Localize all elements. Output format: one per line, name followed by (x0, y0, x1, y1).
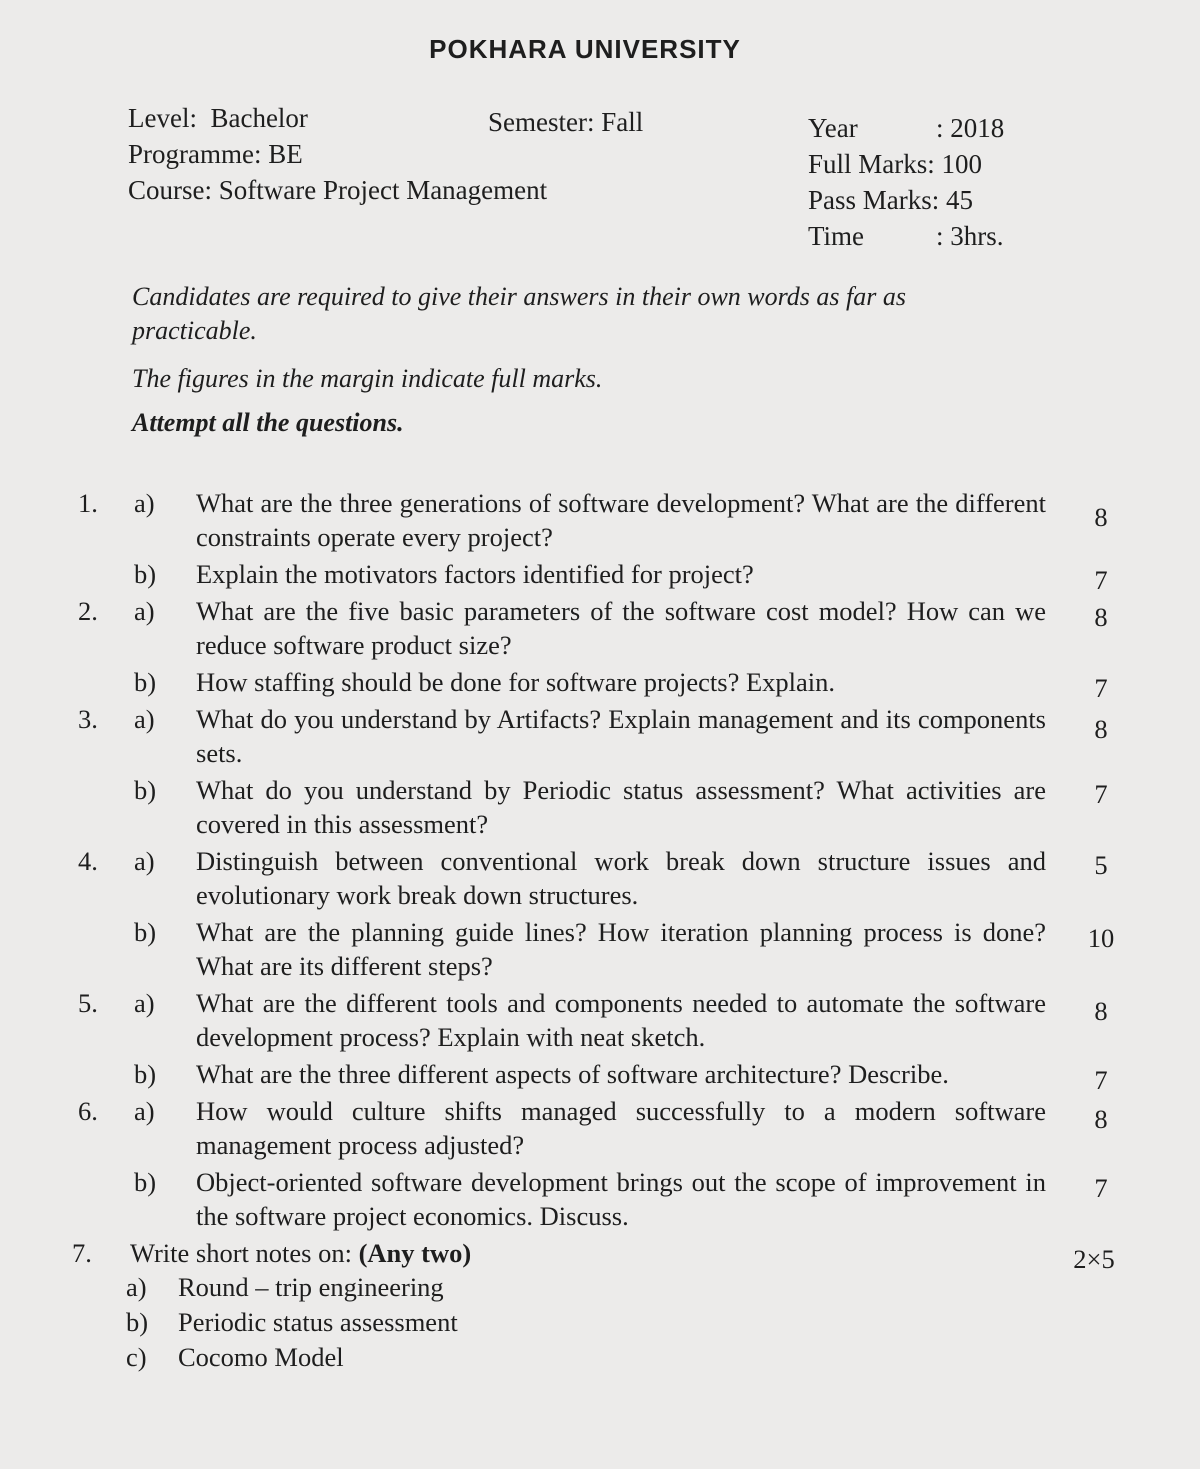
instruction-line: Attempt all the questions. (132, 408, 404, 437)
question-part: b) (134, 775, 157, 805)
note-text: Cocomo Model (178, 1342, 344, 1372)
question-item (0, 702, 1200, 770)
question-marks: 8 (1094, 602, 1108, 632)
exam-info-middle (488, 104, 643, 140)
question-part: a) (134, 1096, 155, 1126)
question-item (0, 557, 1200, 595)
question-part: b) (134, 1167, 157, 1197)
question-text: What do you understand by Artifacts? Explain management and its components sets. (196, 704, 1046, 768)
question-marks: 8 (1094, 502, 1108, 532)
list-item (126, 1305, 1200, 1340)
programme-label: Programme: (128, 139, 262, 169)
question-text: What are the three different aspects of software architecture? Describe. (196, 1059, 949, 1089)
question-marks: 10 (1087, 923, 1115, 953)
question-part: b) (134, 1059, 157, 1089)
university-title: POKHARA UNIVERSITY (429, 34, 741, 64)
exam-info-left (128, 100, 547, 208)
question-part: a) (134, 488, 155, 518)
semester-label: Semester: (488, 107, 595, 137)
full-marks-value: 100 (941, 149, 983, 179)
question-text: Object-oriented software development brings out the scope of improvement in the software project economics. Discuss. (196, 1167, 1046, 1231)
question-item (0, 594, 1200, 662)
note-text: Round – trip engineering (178, 1272, 444, 1302)
question-item (0, 1165, 1200, 1233)
level-label: Level: (128, 103, 197, 133)
question-part: b) (134, 917, 157, 947)
question-emphasis: (Any two) (358, 1238, 472, 1268)
question-part: a) (134, 846, 155, 876)
level-value: Bachelor (210, 103, 308, 133)
question-item (0, 986, 1200, 1054)
course-value: Software Project Management (218, 175, 548, 205)
list-item (126, 1270, 1200, 1305)
question-text: What do you understand by Periodic status assessment? What activities are covered in this assessment? (196, 775, 1046, 839)
question-part: a) (134, 596, 155, 626)
question-marks: 5 (1094, 850, 1108, 880)
question-marks: 8 (1094, 996, 1108, 1026)
short-notes-list (126, 1270, 1200, 1375)
question-item (0, 773, 1200, 841)
question-marks: 7 (1094, 565, 1108, 595)
question-part: a) (134, 704, 155, 734)
question-item (0, 665, 1200, 703)
question-item (0, 1057, 1200, 1095)
time-value: : 3hrs. (936, 221, 1004, 251)
instruction-line: Candidates are required to give their answers in their own words as far as practicable. (132, 282, 906, 345)
instruction-line: The figures in the margin indicate full marks. (132, 364, 603, 393)
question-item (0, 1236, 1200, 1375)
list-item (126, 1340, 1200, 1375)
question-marks: 8 (1094, 714, 1108, 744)
note-label: c) (126, 1342, 147, 1372)
question-part: a) (134, 988, 155, 1018)
question-part: b) (134, 559, 157, 589)
question-text: Explain the motivators factors identified for project? (196, 559, 754, 589)
programme-value: BE (268, 139, 303, 169)
question-marks: 7 (1094, 1173, 1108, 1203)
question-number: 6. (78, 1096, 98, 1126)
question-number: 7. (72, 1238, 92, 1268)
question-number: 2. (78, 596, 98, 626)
year-value: : 2018 (936, 113, 1005, 143)
question-text: What are the five basic parameters of the software cost model? How can we reduce software product size? (196, 596, 1046, 660)
question-text: How would culture shifts managed successfully to a modern software management process adjusted? (196, 1096, 1046, 1160)
question-marks: 7 (1094, 673, 1108, 703)
question-item (0, 1094, 1200, 1162)
time-label: Time (808, 221, 865, 251)
question-text: What are the different tools and components needed to automate the software development process? Explain with neat sketch. (196, 988, 1046, 1052)
question-number: 5. (78, 988, 98, 1018)
question-text: What are the planning guide lines? How iteration planning process is done? What are its different steps? (196, 917, 1046, 981)
question-text: Write short notes on: (130, 1238, 352, 1268)
pass-marks-value: 45 (946, 185, 974, 215)
question-part: b) (134, 667, 157, 697)
question-item (0, 915, 1200, 983)
exam-info-right (808, 110, 1004, 254)
question-text: What are the three generations of software development? What are the different constraints operate every project? (196, 488, 1046, 552)
question-marks: 7 (1094, 779, 1108, 809)
instructions (132, 280, 1032, 440)
question-marks: 7 (1094, 1065, 1108, 1095)
semester-value: Fall (601, 107, 644, 137)
question-number: 4. (78, 846, 98, 876)
question-text: How staffing should be done for software projects? Explain. (196, 667, 836, 697)
full-marks-label: Full Marks: (808, 149, 935, 179)
year-label: Year (808, 113, 858, 143)
question-marks: 2×5 (1073, 1244, 1115, 1274)
note-text: Periodic status assessment (178, 1307, 458, 1337)
question-text: Distinguish between conventional work break down structure issues and evolutionary work break down structures. (196, 846, 1046, 910)
pass-marks-label: Pass Marks: (808, 185, 940, 215)
question-number: 1. (78, 488, 98, 518)
question-list (0, 486, 1200, 1375)
course-label: Course: (128, 175, 212, 205)
note-label: b) (126, 1307, 149, 1337)
question-number: 3. (78, 704, 98, 734)
question-item (0, 844, 1200, 912)
note-label: a) (126, 1272, 147, 1302)
question-marks: 8 (1094, 1104, 1108, 1134)
question-item (0, 486, 1200, 554)
